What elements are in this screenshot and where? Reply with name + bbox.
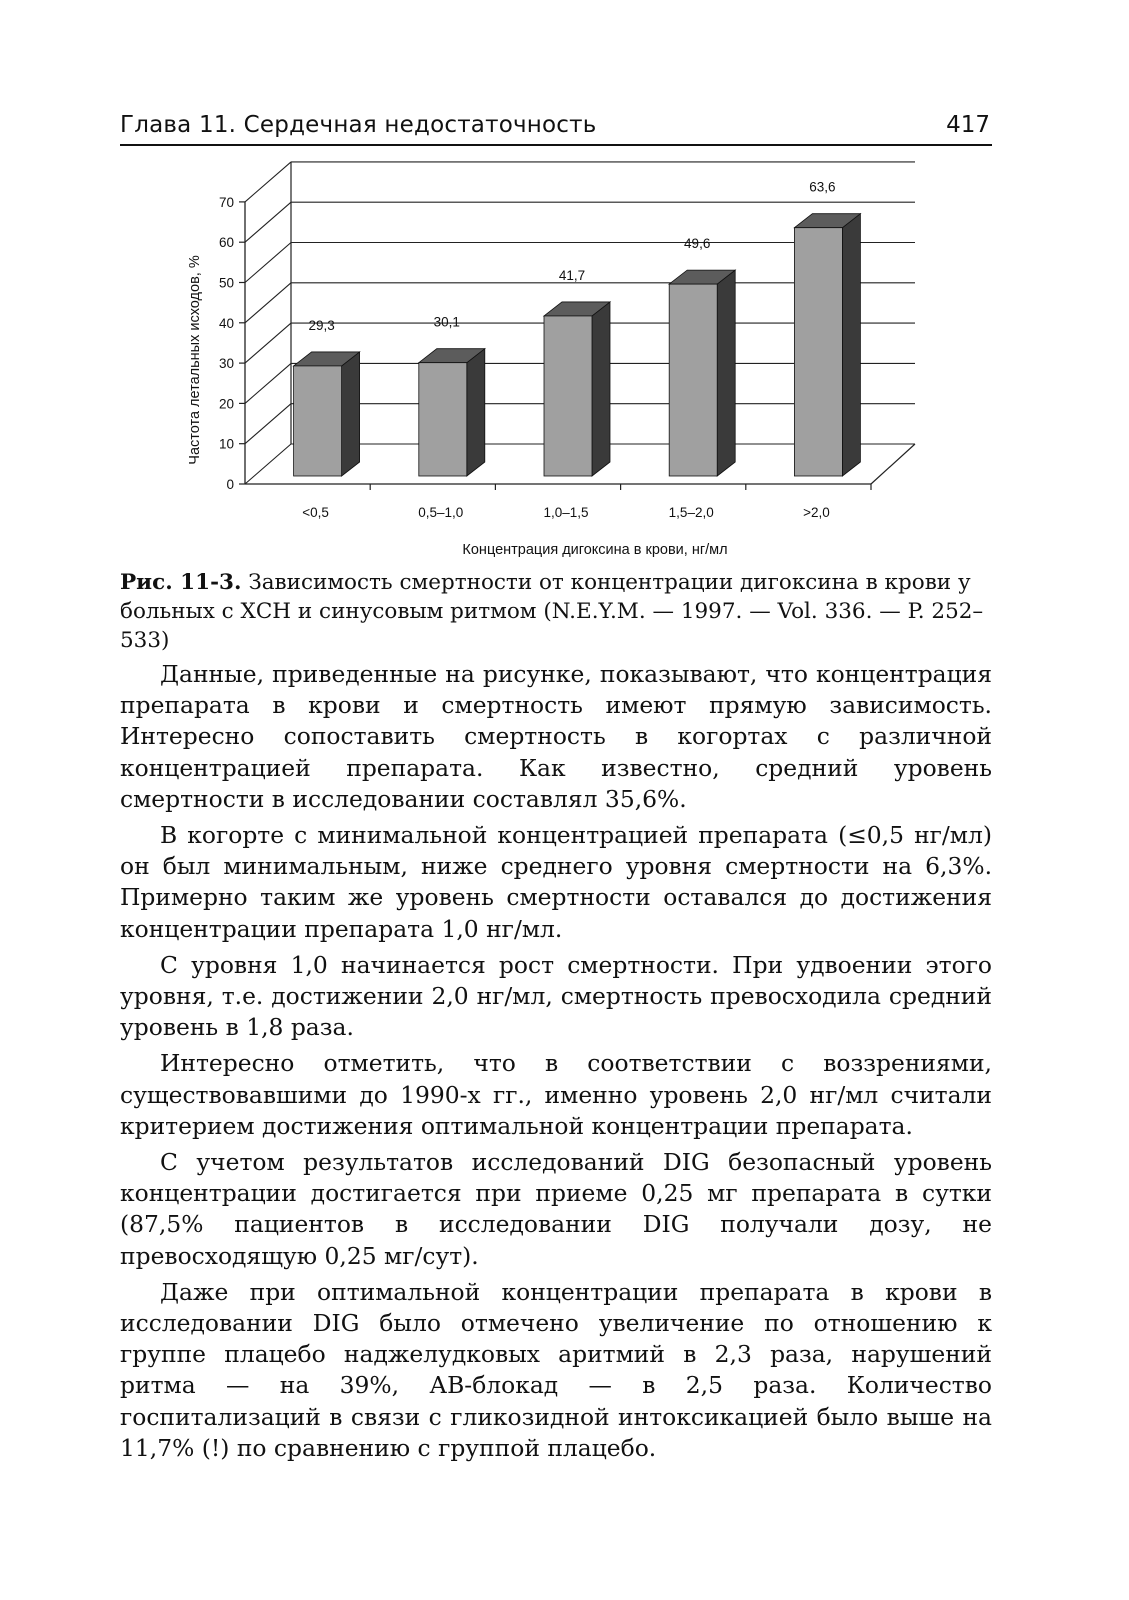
chapter-title: Глава 11. Сердечная недостаточность	[120, 112, 597, 138]
gridline-diagonal	[245, 283, 291, 323]
bar	[544, 316, 592, 476]
y-tick-label: 70	[218, 194, 234, 210]
paragraph: Интересно отметить, что в соответствии с воззрениями, существовавшими до 1990-х гг., именно уровень 2,0 нг/мл считали критерием достижения оптимальной концентрации препарата.	[120, 1049, 992, 1140]
chart-bars	[294, 214, 861, 476]
gridline-diagonal	[245, 162, 291, 202]
gridline-diagonal	[245, 444, 291, 484]
x-tick-label: <0,5	[302, 505, 329, 520]
y-tick-label: 30	[218, 356, 234, 372]
page-number: 417	[946, 112, 990, 138]
x-tick-label: 1,5–2,0	[668, 505, 714, 520]
gridline-diagonal	[245, 243, 291, 283]
value-label: 49,6	[684, 236, 711, 252]
bar	[794, 228, 842, 476]
y-tick-label: 50	[218, 275, 234, 291]
bar-side	[342, 352, 360, 476]
y-axis-label: Частота летальных исходов, %	[187, 255, 203, 465]
value-label: 29,3	[308, 317, 335, 333]
bar-side	[717, 270, 735, 476]
body-text	[120, 659, 992, 1469]
x-tick-label: >2,0	[803, 505, 830, 520]
y-tick-label: 60	[218, 235, 234, 251]
value-label: 30,1	[433, 314, 460, 330]
gridline-diagonal	[245, 323, 291, 363]
bar	[419, 363, 467, 476]
paragraph: С учетом результатов исследований DIG безопасный уровень концентрации достигается при приеме 0,25 мг препарата в сутки (87,5% пациентов в исследовании DIG получали дозу, не превосходящую 0,25 мг/сут).	[120, 1148, 992, 1270]
bar-side	[467, 349, 485, 476]
paragraph: Данные, приведенные на рисунке, показывают, что концентрация препарата в крови и смертность имеют прямую зависимость. Интересно сопоставить смертность в когортах с различной концентрацией препарата. Как известно, средний уровень смертности в исследовании составлял 35,6%.	[120, 660, 992, 813]
caption-text: Зависимость смертности от концентрации дигоксина в крови у больных с ХСН и синусовым ритмом (N.E.Y.M. — 1997. — Vol. 336. — P. 252–533)	[120, 570, 984, 653]
caption-label: Рис. 11-3.	[120, 570, 242, 595]
value-label: 41,7	[558, 267, 586, 283]
x-tick-label: 0,5–1,0	[418, 505, 464, 520]
y-tick-label: 20	[218, 396, 234, 412]
bar	[294, 366, 342, 476]
gridline-diagonal	[245, 202, 291, 242]
value-label: 63,6	[809, 179, 836, 195]
y-tick-label: 0	[226, 477, 234, 492]
floor-edge	[871, 444, 915, 484]
running-head	[120, 110, 992, 146]
bar	[669, 284, 717, 476]
bar-side	[842, 214, 860, 476]
gridline-diagonal	[245, 363, 291, 403]
paragraph: С уровня 1,0 начинается рост смертности. При удвоении этого уровня, т.е. достижении 2,0 нг/мл, смертность превосходила средний уровень в 1,8 раза.	[120, 950, 992, 1042]
y-tick-label: 40	[218, 315, 234, 331]
bar-chart	[175, 160, 935, 562]
paragraph: В когорте с минимальной концентрацией препарата (≤0,5 нг/мл) он был минимальным, ниже среднего уровня смертности на 6,3%. Примерно таким же уровень смертности оставался до достижения концентрации препарата 1,0 нг/мл.	[120, 821, 992, 943]
y-tick-label: 10	[218, 436, 234, 452]
figure-caption	[120, 568, 992, 655]
x-axis-label: Концентрация дигоксина в крови, нг/мл	[462, 542, 728, 558]
gridline-diagonal	[245, 404, 291, 444]
bar-side	[592, 302, 610, 476]
x-tick-label: 1,0–1,5	[543, 505, 589, 520]
paragraph: Даже при оптимальной концентрации препарата в крови в исследовании DIG было отмечено увеличение по отношению к группе плацебо наджелудковых аритмий в 2,3 раза, нарушений ритма — на 39%, АВ-блокад — в 2,5 раза. Количество госпитализаций в связи с гликозидной интоксикацией было выше на 11,7% (!) по сравнению с группой плацебо.	[120, 1277, 992, 1462]
